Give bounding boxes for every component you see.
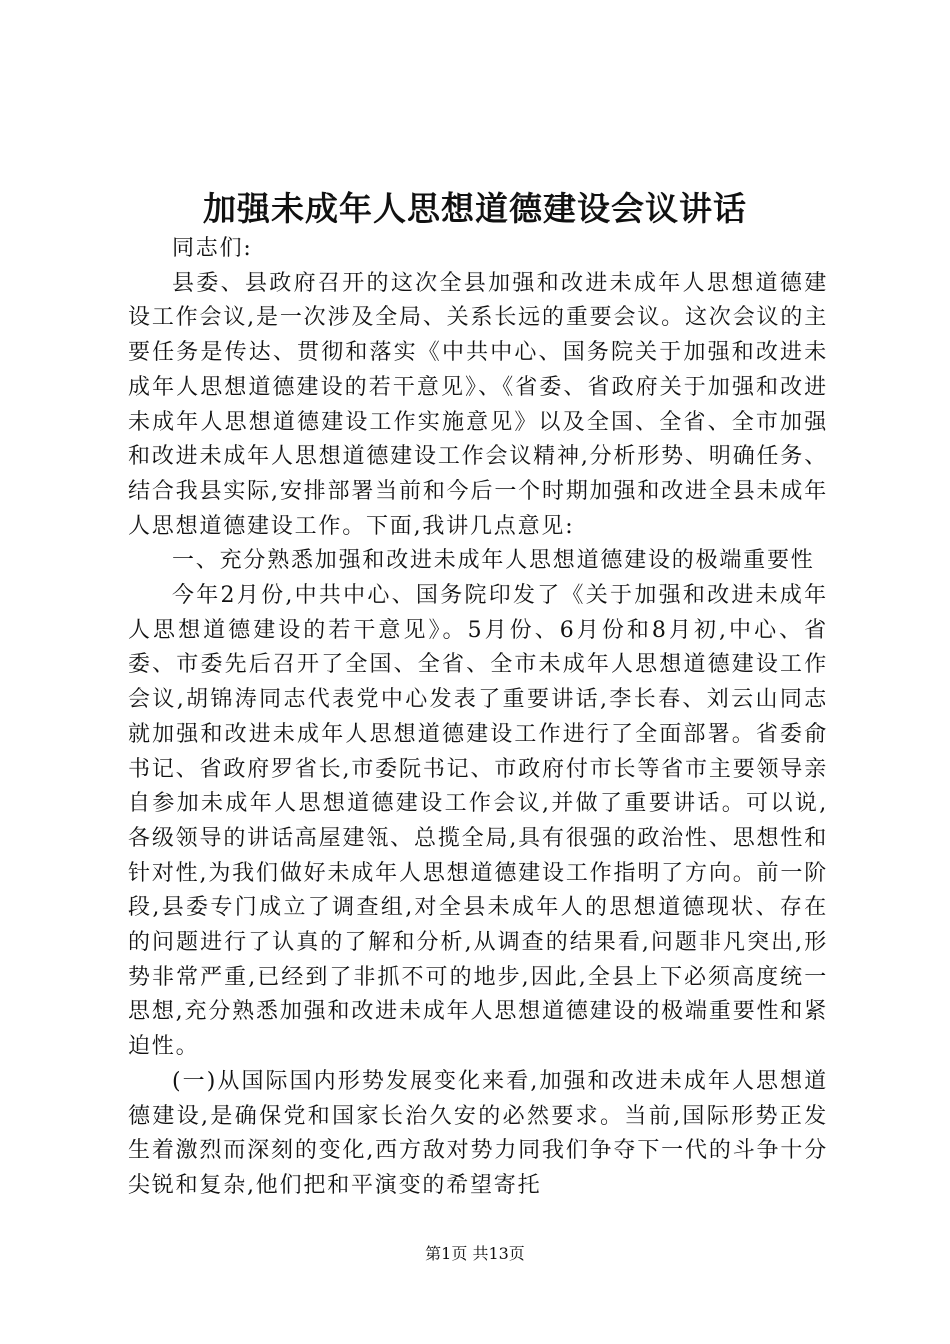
subsection-paragraph: (一)从国际国内形势发展变化来看,加强和改进未成年人思想道德建设,是确保党和国家长治久安的必然要求。当前,国际形势正发生着激烈而深刻的变化,西方敌对势力同我们争夺下一代的斗争十分尖锐和复杂,他们把和平演变的希望寄托 — [128, 1068, 828, 1198]
document-title: 加强未成年人思想道德建设会议讲话 — [203, 189, 747, 228]
greeting-paragraph: 同志们: — [172, 236, 253, 261]
document-body — [128, 232, 828, 1204]
intro-paragraph: 县委、县政府召开的这次全县加强和改进未成年人思想道德建设工作会议,是一次涉及全局、关系长远的重要会议。这次会议的主要任务是传达、贯彻和落实《中共中心、国务院关于加强和改进未成年人思想道德建设的若干意见》、《省委、省政府关于加强和改进未成年人思想道德建设工作实施意见》以及全国、全省、全市加强和改进未成年人思想道德建设工作会议精神,分析形势、明确任务、结合我县实际,安排部署当前和今后一个时期加强和改进全县未成年人思想道德建设工作。下面,我讲几点意见: — [128, 270, 828, 539]
page-number: 第1页 共13页 — [425, 1244, 525, 1263]
body-paragraph: 今年2月份,中共中心、国务院印发了《关于加强和改进未成年人思想道德建设的若干意见》。5月份、6月份和8月初,中心、省委、市委先后召开了全国、全省、全市未成年人思想道德建设工作会议,胡锦涛同志代表党中心发表了重要讲话,李长春、刘云山同志就加强和改进未成年人思想道德建设工作进行了全面部署。省委俞书记、省政府罗省长,市委阮书记、市政府付市长等省市主要领导亲自参加未成年人思想道德建设工作会议,并做了重要讲话。可以说,各级领导的讲话高屋建瓴、总揽全局,具有很强的政治性、思想性和针对性,为我们做好未成年人思想道德建设工作指明了方向。前一阶段,县委专门成立了调查组,对全县未成年人的思想道德现状、存在的问题进行了认真的了解和分析,从调查的结果看,问题非凡突出,形势非常严重,已经到了非抓不可的地步,因此,全县上下必须高度统一思想,充分熟悉加强和改进未成年人思想道德建设的极端重要性和紧迫性。 — [128, 583, 828, 1060]
section-heading: 一、充分熟悉加强和改进未成年人思想道德建设的极端重要性 — [172, 548, 815, 574]
